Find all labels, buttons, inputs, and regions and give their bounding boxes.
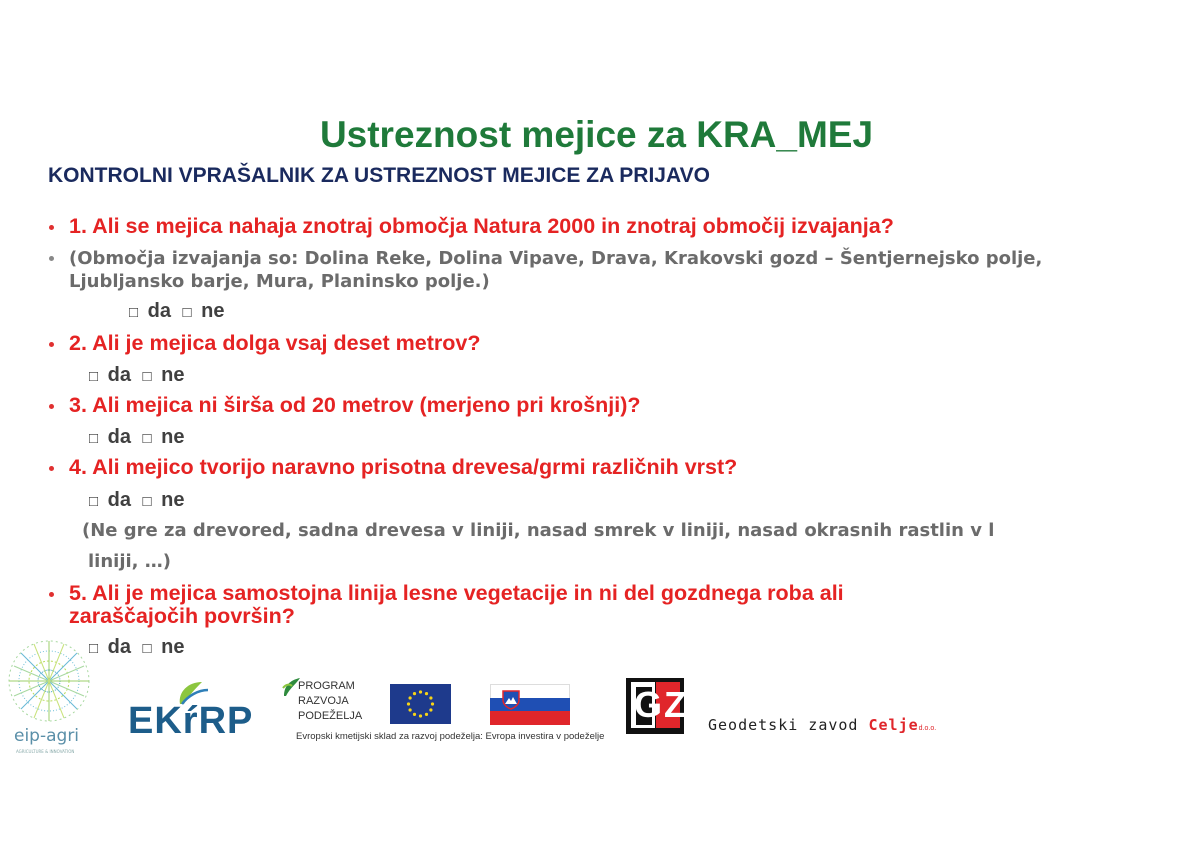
checkbox-da[interactable]: □ xyxy=(89,493,99,510)
answer-da-label: da xyxy=(107,364,131,386)
eip-agri-tagline: AGRICULTURE & INNOVATION xyxy=(16,749,75,754)
gz-name-part2: Celje xyxy=(868,716,919,734)
slovenia-flag-icon xyxy=(490,684,570,724)
answer-da-label: da xyxy=(107,636,131,658)
answer-da-label: da xyxy=(147,300,171,322)
checkbox-da[interactable]: □ xyxy=(89,640,99,657)
note-1-line1: (Območja izvajanja so: Dolina Reke, Dolina Vipave, Drava, Krakovski gozd – Šentjernejsko polje, xyxy=(69,248,1043,269)
question-2: 2. Ali je mejica dolga vsaj deset metrov? xyxy=(69,331,481,355)
note-4-line2: liniji, …) xyxy=(88,551,171,572)
eip-agri-name: eip-agri xyxy=(14,726,80,746)
eip-burst-icon xyxy=(4,636,94,731)
prp-line3: PODEŽELJA xyxy=(298,710,363,722)
checkbox-ne[interactable]: □ xyxy=(142,430,152,447)
bullet xyxy=(49,342,54,347)
checkbox-ne[interactable]: □ xyxy=(182,304,192,321)
bullet xyxy=(49,225,54,230)
answer-ne-label: ne xyxy=(161,364,185,386)
checkbox-ne[interactable]: □ xyxy=(142,368,152,385)
prp-line1: PROGRAM xyxy=(298,680,355,692)
eu-flag-icon xyxy=(390,684,451,724)
ekrp-logo xyxy=(128,678,253,744)
answer-ne-label: ne xyxy=(161,636,185,658)
checkbox-da[interactable]: □ xyxy=(129,304,139,321)
eu-stars-icon xyxy=(390,684,451,724)
page-subtitle: KONTROLNI VPRAŠALNIK ZA USTREZNOST MEJICE ZA PRIJAVO xyxy=(48,164,710,187)
gz-mark: GZ xyxy=(634,684,688,725)
answer-3 xyxy=(89,425,185,451)
note-1-line2: Ljubljansko barje, Mura, Planinsko polje.) xyxy=(69,271,490,292)
prp-line2: RAZVOJA xyxy=(298,695,349,707)
eip-agri-logo xyxy=(4,636,94,756)
answer-ne-label: ne xyxy=(161,426,185,448)
bullet xyxy=(49,592,54,597)
question-4: 4. Ali mejico tvorijo naravno prisotna drevesa/grmi različnih vrst? xyxy=(69,455,738,479)
gz-name-part3: d.o.o. xyxy=(918,725,937,732)
checkbox-da[interactable]: □ xyxy=(89,368,99,385)
question-5-line2: zaraščajočih površin? xyxy=(69,604,295,628)
checkbox-ne[interactable]: □ xyxy=(142,640,152,657)
gz-logo-icon xyxy=(626,678,688,734)
prp-caption: Evropski kmetijski sklad za razvoj podeželja: Evropa investira v podeželje xyxy=(296,731,605,742)
question-1: 1. Ali se mejica nahaja znotraj območja Natura 2000 in znotraj območij izvajanja? xyxy=(69,214,894,238)
bullet xyxy=(49,256,54,261)
answer-2 xyxy=(89,363,185,389)
checkbox-ne[interactable]: □ xyxy=(142,493,152,510)
bullet xyxy=(49,466,54,471)
answer-5 xyxy=(89,635,185,661)
gz-company-name xyxy=(708,716,936,735)
ekrp-wordmark: EKŕRP xyxy=(128,700,254,742)
answer-da-label: da xyxy=(107,489,131,511)
bullet xyxy=(49,404,54,409)
answer-4 xyxy=(89,488,185,514)
coat-of-arms-icon xyxy=(502,690,520,710)
question-5-line1: 5. Ali je mejica samostojna linija lesne vegetacije in ni del gozdnega roba ali xyxy=(69,581,844,605)
note-4-line1: (Ne gre za drevored, sadna drevesa v liniji, nasad smrek v liniji, nasad okrasnih rastlin v l xyxy=(82,520,995,541)
answer-1 xyxy=(129,299,225,325)
checkbox-da[interactable]: □ xyxy=(89,430,99,447)
answer-da-label: da xyxy=(107,426,131,448)
gz-name-part1: Geodetski zavod xyxy=(708,716,869,734)
answer-ne-label: ne xyxy=(201,300,225,322)
answer-ne-label: ne xyxy=(161,489,185,511)
prp-logo xyxy=(280,676,380,728)
question-3: 3. Ali mejica ni širša od 20 metrov (merjeno pri krošnji)? xyxy=(69,393,641,417)
page-title: Ustreznost mejice za KRA_MEJ xyxy=(319,114,874,155)
